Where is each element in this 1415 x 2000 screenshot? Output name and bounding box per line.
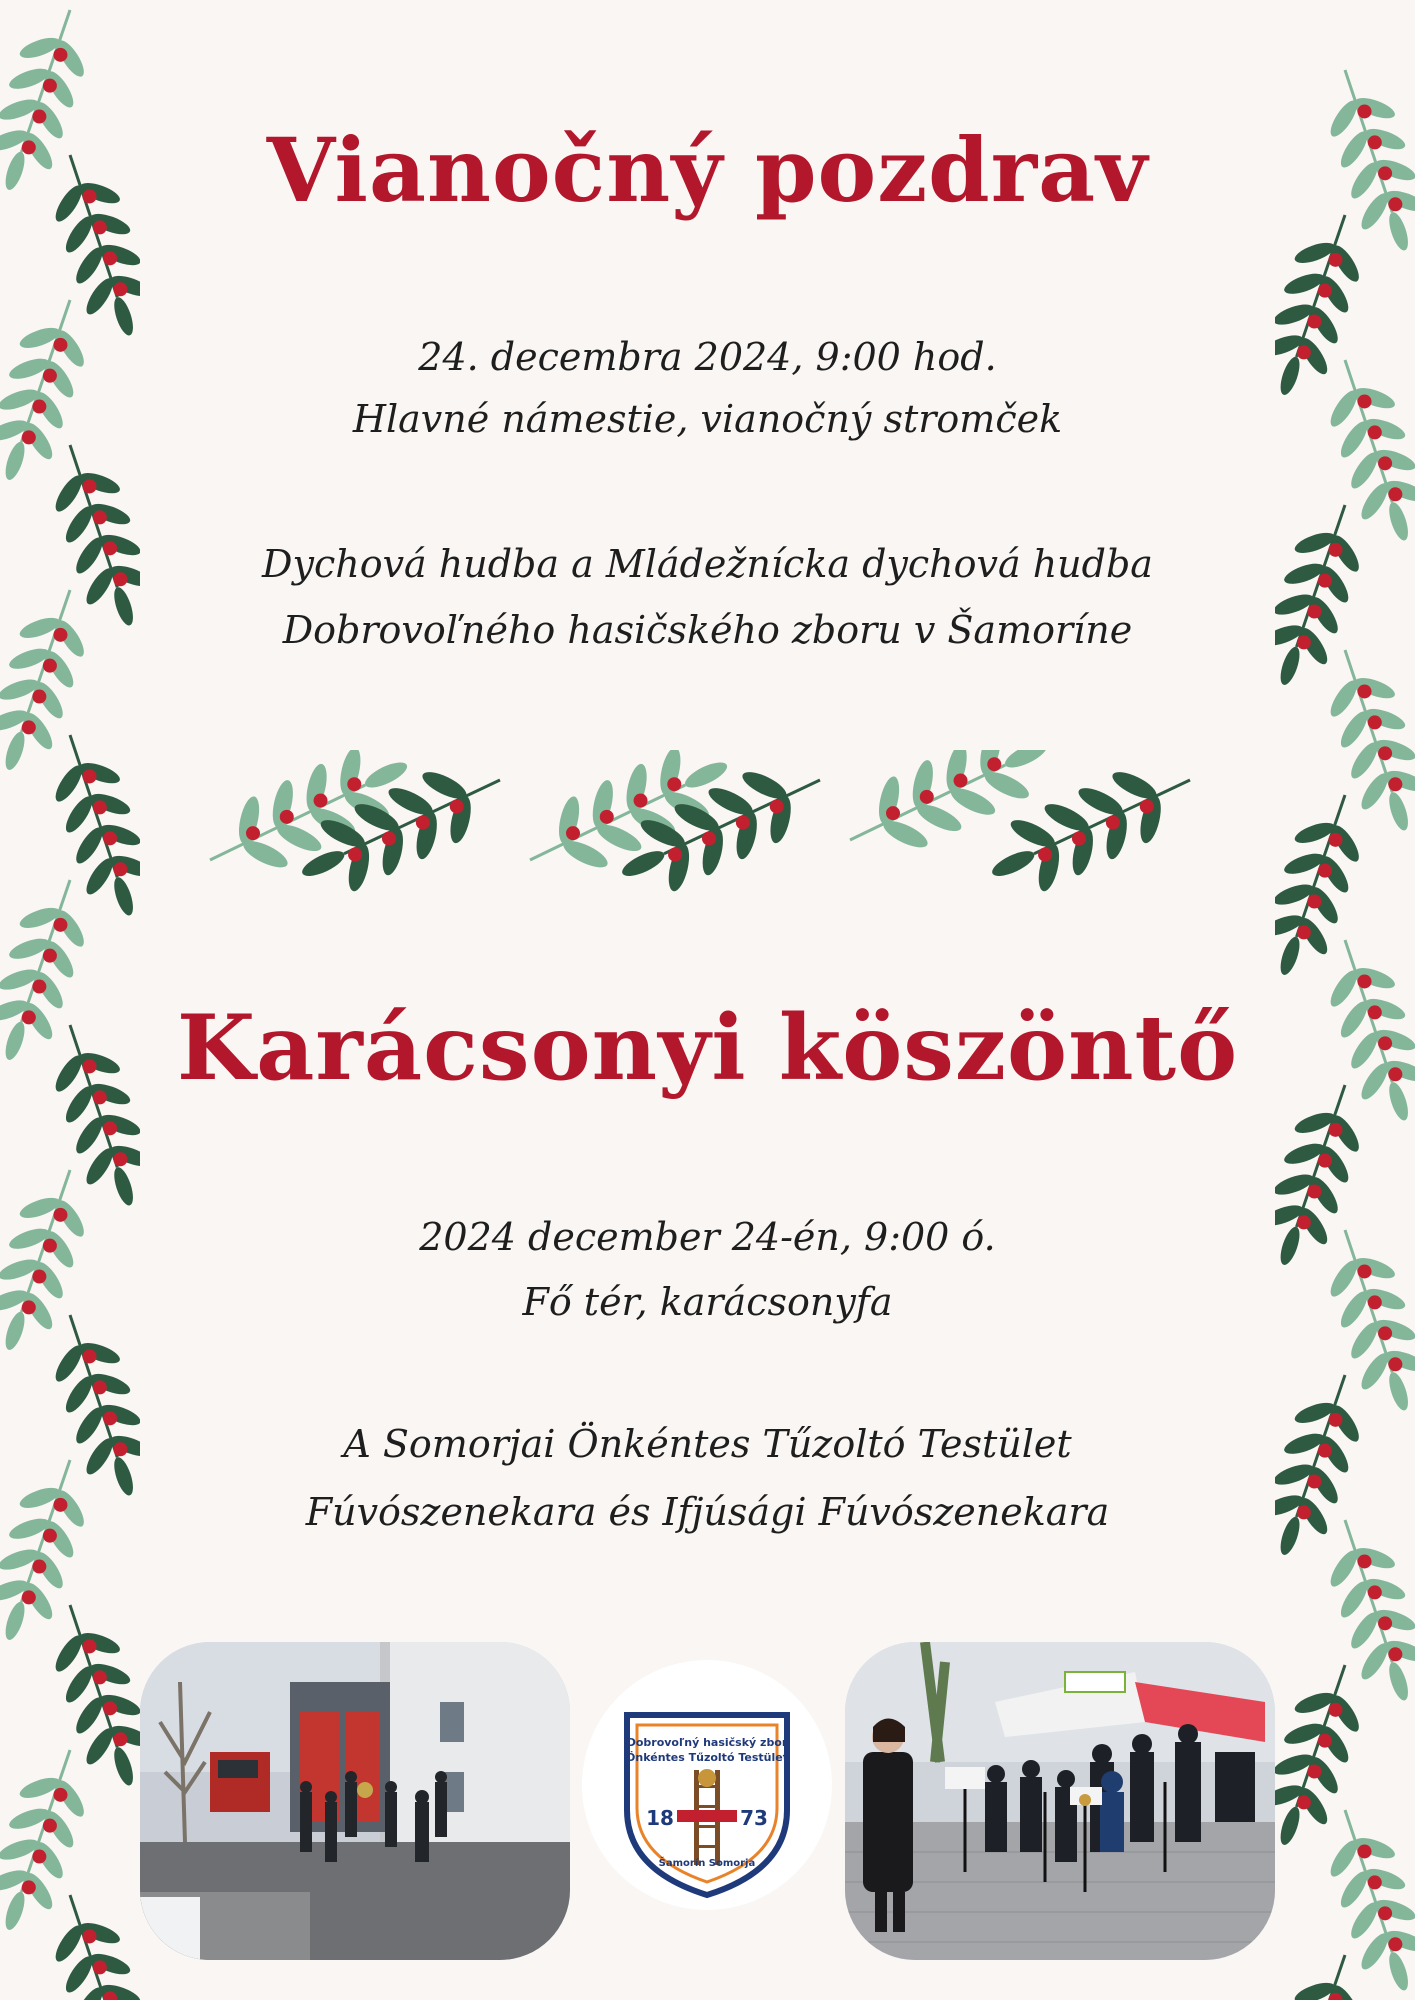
hungarian-title: Karácsonyi köszöntő bbox=[176, 995, 1239, 1101]
center-garland-decoration bbox=[200, 750, 1220, 900]
hungarian-place: Fő tér, karácsonyfa bbox=[522, 1280, 893, 1324]
logo-city-left: Šamorín bbox=[658, 1858, 706, 1869]
logo-year-right: 73 bbox=[740, 1806, 768, 1830]
logo-text-top2: Önkéntes Tűzoltó Testület bbox=[626, 1751, 788, 1764]
slovak-band-line2: Dobrovoľného hasičského zboru v Šamoríne bbox=[282, 608, 1133, 652]
logo-text-top1: Dobrovoľný hasičský zbor bbox=[626, 1736, 788, 1749]
logo-city-right: Somorja bbox=[708, 1858, 756, 1869]
slovak-band-line1: Dychová hudba a Mládežnícka dychová hudba bbox=[262, 542, 1153, 586]
hungarian-band-line1: A Somorjai Önkéntes Tűzoltó Testület bbox=[343, 1422, 1072, 1466]
hungarian-date: 2024 december 24-én, 9:00 ó. bbox=[419, 1215, 996, 1259]
hungarian-band-line2: Fúvószenekara és Ifjúsági Fúvószenekara bbox=[305, 1490, 1110, 1534]
youth-band-photo bbox=[845, 1642, 1275, 1960]
fire-brigade-logo bbox=[582, 1660, 832, 1910]
slovak-title: Vianočný pozdrav bbox=[266, 118, 1149, 222]
fire-station-band-photo bbox=[140, 1642, 570, 1960]
slovak-place: Hlavné námestie, vianočný stromček bbox=[352, 397, 1063, 441]
slovak-date: 24. decembra 2024, 9:00 hod. bbox=[418, 335, 997, 379]
logo-year-left: 18 bbox=[646, 1806, 674, 1830]
